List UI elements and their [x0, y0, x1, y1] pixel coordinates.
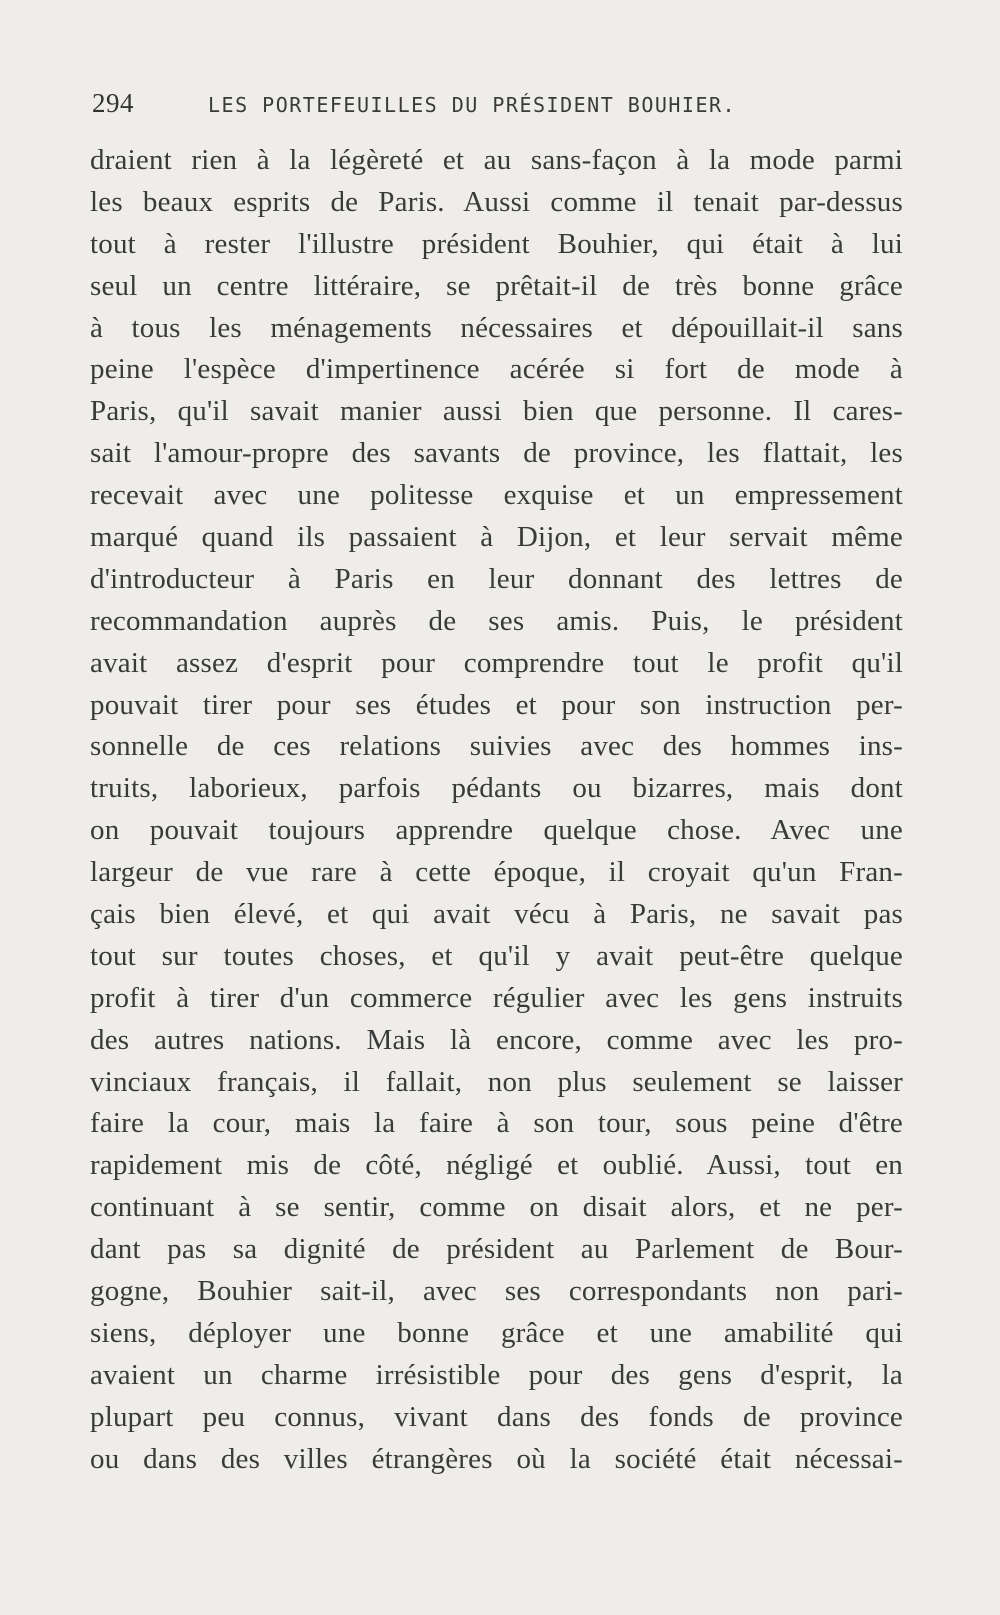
text-line: siens, déployer une bonne grâce et une amabilité qui: [90, 1316, 903, 1349]
text-line: les beaux esprits de Paris. Aussi comme il tenait par-dessus: [90, 185, 903, 218]
text-line: recevait avec une politesse exquise et un empressement: [90, 479, 903, 512]
text-line: plupart peu connus, vivant dans des fonds de province: [90, 1400, 903, 1433]
text-line: çais bien élevé, et qui avait vécu à Paris, ne savait pas: [90, 898, 903, 931]
text-line: Paris, qu'il savait manier aussi bien que personne. Il cares-: [90, 395, 903, 428]
text-line: vinciaux français, il fallait, non plus seulement se laisser: [90, 1065, 903, 1098]
text-line: dant pas sa dignité de président au Parlement de Bour-: [90, 1233, 903, 1266]
body-text: [90, 140, 903, 1500]
text-line: profit à tirer d'un commerce régulier avec les gens instruits: [90, 981, 903, 1014]
text-line: des autres nations. Mais là encore, comme avec les pro-: [90, 1023, 903, 1056]
text-line: rapidement mis de côté, négligé et oublié. Aussi, tout en: [90, 1149, 903, 1182]
text-line: faire la cour, mais la faire à son tour, sous peine d'être: [90, 1107, 903, 1140]
text-line: sait l'amour-propre des savants de province, les flattait, les: [90, 437, 903, 470]
text-line: peine l'espèce d'impertinence acérée si fort de mode à: [90, 353, 903, 386]
text-line: truits, laborieux, parfois pédants ou bizarres, mais dont: [90, 772, 903, 805]
text-line: tout sur toutes choses, et qu'il y avait peut-être quelque: [90, 939, 903, 972]
text-line: tout à rester l'illustre président Bouhier, qui était à lui: [90, 227, 903, 260]
text-line: seul un centre littéraire, se prêtait-il de très bonne grâce: [90, 269, 903, 302]
text-line: draient rien à la légèreté et au sans-façon à la mode parmi: [90, 144, 903, 176]
text-line: avaient un charme irrésistible pour des gens d'esprit, la: [90, 1358, 903, 1391]
text-line: sonnelle de ces relations suivies avec des hommes ins-: [90, 730, 903, 763]
text-line: continuant à se sentir, comme on disait alors, et ne per-: [90, 1191, 903, 1224]
text-line: gogne, Bouhier sait-il, avec ses correspondants non pari-: [90, 1275, 903, 1308]
text-line: marqué quand ils passaient à Dijon, et leur servait même: [90, 521, 903, 554]
text-line: à tous les ménagements nécessaires et dépouillait-il sans: [90, 311, 903, 344]
text-line: d'introducteur à Paris en leur donnant des lettres de: [90, 562, 903, 595]
running-head: LES PORTEFEUILLES DU PRÉSIDENT BOUHIER.: [208, 93, 737, 117]
page-number: 294: [92, 88, 134, 118]
text-line: on pouvait toujours apprendre quelque chose. Avec une: [90, 814, 903, 847]
text-line: recommandation auprès de ses amis. Puis, le président: [90, 604, 903, 637]
page-header: [92, 84, 902, 124]
text-line: ou dans des villes étrangères où la société était nécessai-: [90, 1442, 903, 1475]
text-line: pouvait tirer pour ses études et pour son instruction per-: [90, 688, 903, 721]
text-line: largeur de vue rare à cette époque, il croyait qu'un Fran-: [90, 856, 903, 889]
text-line: avait assez d'esprit pour comprendre tout le profit qu'il: [90, 646, 903, 679]
